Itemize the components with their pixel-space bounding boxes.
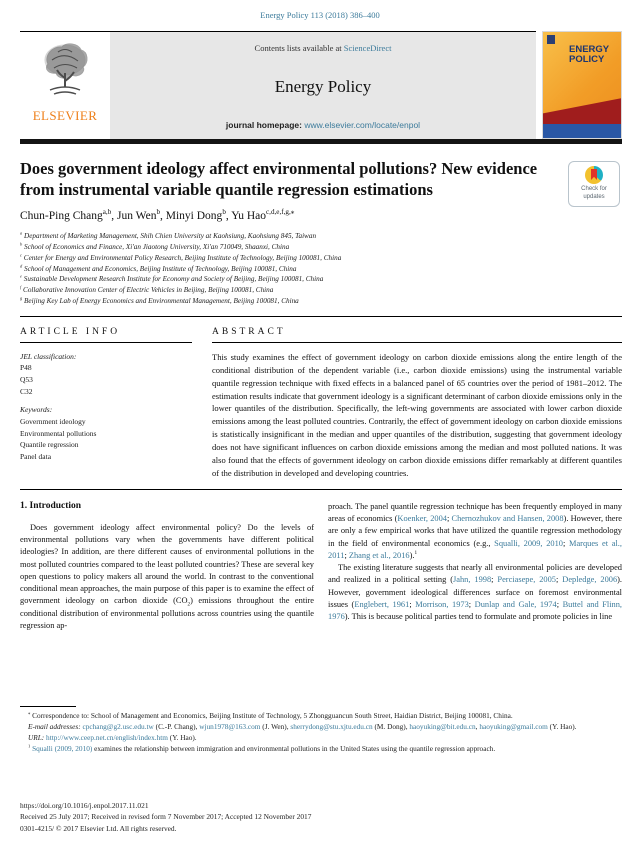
footnote-squalli: $^1$ Squalli (2009, 2010) examines the relationship between immigration and environmental pollutions in the United States using the quantile regression approach. xyxy=(28,743,496,753)
citation-link[interactable]: Squalli, 2009, 2010 xyxy=(494,538,563,548)
cover-red-wedge xyxy=(543,96,621,124)
elsevier-logo xyxy=(20,32,110,139)
keyword-item: Panel data xyxy=(20,451,52,461)
citation-link[interactable]: Marques et al., 2011 xyxy=(328,538,622,560)
cover-title xyxy=(569,45,609,66)
citation-link[interactable]: Depledge, 2006 xyxy=(562,575,618,585)
citation-link[interactable]: Chernozhukov and Hansen, 2008 xyxy=(451,514,564,524)
article-info-rule xyxy=(20,342,192,343)
footer-block xyxy=(20,800,622,834)
contents-prefix: Contents lists available at xyxy=(254,43,344,53)
title-block xyxy=(20,159,622,200)
citation-link[interactable]: cpchang@g2.usc.edu.tw xyxy=(82,721,154,731)
body-left-column xyxy=(20,501,314,632)
footnote-correspondence: ⁎ Correspondence to: School of Management and Economics, Beijing Institute of Technology, 5 Zhongguancun South Street, Haidian District, Beijing 100081, China. xyxy=(28,710,513,720)
abstract-rule xyxy=(212,342,622,343)
footnote-url: URL: http://www.ceep.net.cn/english/index.htm (Y. Hao). xyxy=(28,732,197,742)
citation-link[interactable]: http://www.ceep.net.cn/english/index.htm xyxy=(46,732,168,742)
keyword-item: Quantile regression xyxy=(20,440,79,450)
affiliation-item: $^e$ Sustainable Development Research Institute for Economy and Society of Beijing, Beijing 100081, China xyxy=(20,274,324,284)
cover-blue-band xyxy=(543,124,621,138)
jel-label: JEL classification: xyxy=(20,351,77,361)
homepage-url-link[interactable]: www.elsevier.com/locate/enpol xyxy=(304,120,421,130)
intro-right-paragraph-2: The existing literature suggests that nearly all environmental policies are developed and realized in a political setting (Jahn, 1998; Perciasepe, 2005; Depledge, 2006). However, government ideological differences surface on foremost environmental issues (Englebert, 1961; Morrison, 1973; Dunlap and Gale, 1974; Buttel and Flinn, 1976). This is because political parties tend to formulate and promote policies in line xyxy=(328,563,623,622)
crossmark-icon xyxy=(585,166,603,184)
homepage-prefix: journal homepage: xyxy=(225,120,305,130)
divider-above-info xyxy=(20,316,622,317)
citation-link[interactable]: Buttel and Flinn, 1976 xyxy=(328,600,622,622)
jel-code-list xyxy=(20,362,192,397)
intro-right-paragraph-1: proach. The panel quantile regression technique has been frequently employed in many areas of economics (Koenker, 2004; Chernozhukov and Hansen, 2008). However, there are only a few empirical works that have utilized the quantile regression methodology in the field of environmental economics (e.g., Squalli, 2009, 2010; Marques et al., 2011; Zhang et al., 2016).$^1$ xyxy=(328,501,623,560)
abstract-text: This study examines the effect of government ideology on carbon dioxide emissions along the entire length of the conditional distribution of the dependent variable (i.e., carbon dioxide emissions) using the instrumental variable quantile regression technique with fixed effects in a balanced panel of 65 countries over the period of 1981–2012. The estimation results indicate that government ideology is a significant determinant of carbon dioxide emissions only in the lower quantiles of the distribution. Specifically, the left-wing governments are associated with lower carbon dioxide emissions among the least polluted countries. Contrarily, the effect of government ideology on carbon dioxide emissions is statistically insignificant in the median and upper quantiles of the distribution, suggesting that government ideology does not have significant influences on carbon dioxide emissions among the median and most polluted nations. It was also found that the effects of government ideology on carbon dioxide emissions differ remarkably at different quantiles of the distribution in developed and developing countries. xyxy=(212,351,622,478)
sciencedirect-link[interactable]: ScienceDirect xyxy=(343,43,392,53)
authors-line: Chun-Ping Chang$^{a,b}$, Jun Wen$^b$, Minyi Dong$^b$, Yu Hao$^{c,d,e,f,g,⁎}$ xyxy=(20,208,295,223)
abstract-column xyxy=(212,327,622,480)
elsevier-wordmark: ELSEVIER xyxy=(32,108,98,123)
journal-banner xyxy=(110,32,536,139)
journal-citation: Energy Policy 113 (2018) 386–400 xyxy=(260,10,380,20)
header-divider-bar xyxy=(20,139,622,144)
keywords-label: Keywords: xyxy=(20,405,53,415)
affiliation-item: $^d$ School of Management and Economics, Beijing Institute of Technology, Beijing 100081, China xyxy=(20,263,297,273)
keyword-item: Government ideology xyxy=(20,416,86,426)
citation-link[interactable]: Dunlap and Gale, 1974 xyxy=(474,600,557,610)
affiliation-item: $^f$ Collaborative Innovation Center of Electric Vehicles in Beijing, Beijing 100081, China xyxy=(20,284,274,295)
article-title: Does government ideology affect environmental pollutions? New evidence from instrumental variable quantile regression estimations xyxy=(20,159,538,199)
footnote-rule xyxy=(20,706,76,707)
keyword-item: Environmental pollutions xyxy=(20,428,97,438)
copyright-line: 0301-4215/ © 2017 Elsevier Ltd. All rights reserved. xyxy=(20,823,177,833)
citation-link[interactable]: Perciasepe, 2005 xyxy=(497,575,556,585)
citation-link[interactable]: Zhang et al., 2016 xyxy=(348,550,410,560)
citation-link[interactable]: Squalli (2009, 2010) xyxy=(32,743,93,753)
jel-code: C32 xyxy=(20,386,33,396)
citation-link[interactable]: sherrydong@stu.xjtu.edu.cn xyxy=(290,721,373,731)
check-badge-line1: Check for xyxy=(581,186,607,192)
citation-link[interactable]: haoyuking@bit.edu.cn xyxy=(409,721,476,731)
check-badge-label xyxy=(569,186,619,201)
journal-header xyxy=(20,31,622,139)
abstract-heading: ABSTRACT xyxy=(212,326,286,337)
article-info-column xyxy=(20,327,192,480)
citation-link[interactable]: Morrison, 1973 xyxy=(415,600,469,610)
cover-title-line1: ENERGY xyxy=(569,44,610,55)
affiliation-item: $^b$ School of Economics and Finance, Xi'an Jiaotong University, Xi'an 710049, Shaanxi, China xyxy=(20,241,290,252)
journal-cover xyxy=(542,31,622,139)
citation-link[interactable]: Englebert, 1961 xyxy=(354,600,410,610)
affiliation-item: $^a$ Department of Marketing Management, Shih Chien University at Kaohsiung, Kaohsiung 845, Taiwan xyxy=(20,230,317,241)
cover-title-line2: POLICY xyxy=(569,54,605,66)
cover-emblem-icon xyxy=(547,35,555,44)
article-info-heading: ARTICLE INFO xyxy=(20,326,121,337)
journal-title: Energy Policy xyxy=(274,76,372,96)
check-badge-line2: updates xyxy=(583,193,605,200)
affiliations-list xyxy=(20,231,622,307)
divider-below-abstract xyxy=(20,489,622,490)
affiliation-item: $^g$ Beijing Key Lab of Energy Economics and Environmental Management, Beijing 100081, China xyxy=(20,295,299,306)
check-for-updates-badge[interactable] xyxy=(568,161,620,207)
contents-line xyxy=(255,43,392,53)
footnotes-block xyxy=(20,706,622,755)
affiliation-item: $^c$ Center for Energy and Environmental Policy Research, Beijing Institute of Technology, Beijing 100081, China xyxy=(20,252,342,262)
received-line: Received 25 July 2017; Received in revised form 7 November 2017; Accepted 12 November 2017 xyxy=(20,812,312,822)
citation-link[interactable]: Koenker, 2004 xyxy=(397,514,447,524)
doi-link[interactable]: https://doi.org/10.1016/j.enpol.2017.11.021 xyxy=(20,801,149,810)
citation-link[interactable]: haoyuking@gmail.com xyxy=(479,721,548,731)
intro-left-paragraph: Does government ideology affect environmental policy? Do the levels of environmental pollutions vary when the governments have different political ideologies? In addition, are there different causes of environmental pollutions in the most polluted countries compared to the least polluted countries? These are several key open questions to policy makers all around the world. In contrast to the conventional conditional mean approaches, the main purpose of this paper is to examine the effect of government ideology on carbon dioxide $(CO_2)$ emissions throughout the entire conditional distribution of environmental pollutions across countries using the quantile regression ap- xyxy=(20,522,314,631)
keyword-list xyxy=(20,416,192,463)
homepage-line xyxy=(226,120,420,130)
citation-link[interactable]: Jahn, 1998 xyxy=(453,575,492,585)
footnote-emails: E-mail addresses: cpchang@g2.usc.edu.tw (C.-P. Chang), wjun1978@163.com (J. Wen), sherrydong@stu.xjtu.edu.cn (M. Dong), haoyuking@bit.edu.cn, haoyuking@gmail.com (Y. Hao). xyxy=(28,721,577,731)
body-right-column xyxy=(328,501,622,632)
citation-link[interactable]: wjun1978@163.com xyxy=(199,721,261,731)
journal-header-left xyxy=(20,31,536,139)
elsevier-tree-icon xyxy=(36,40,94,107)
section-heading-introduction: 1. Introduction xyxy=(20,500,82,511)
jel-code: P48 xyxy=(20,363,32,373)
jel-code: Q53 xyxy=(20,375,33,385)
